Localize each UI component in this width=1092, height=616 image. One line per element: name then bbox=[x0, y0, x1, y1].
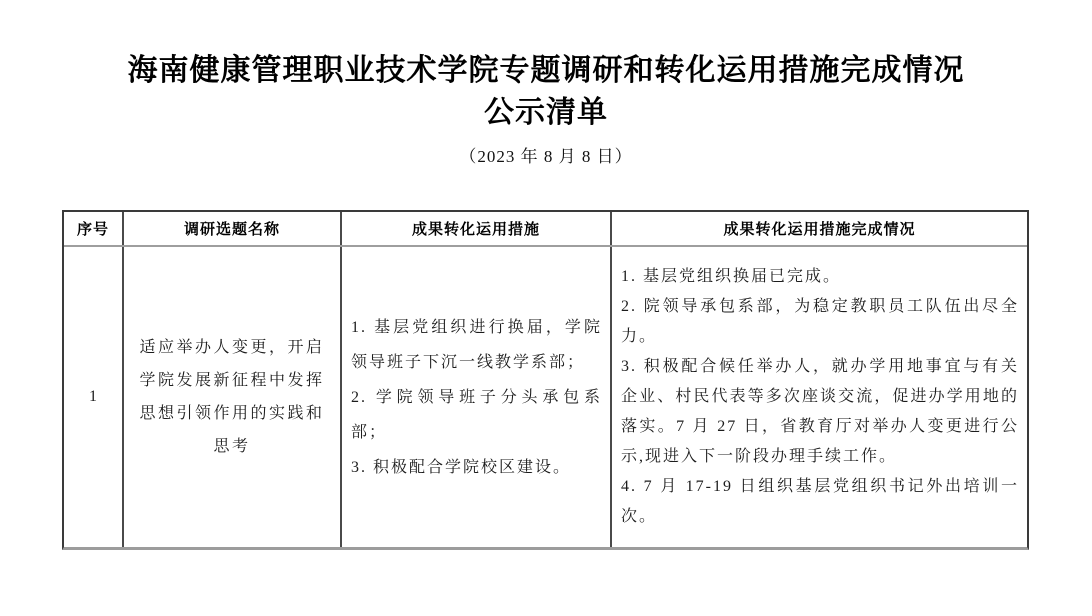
list-item: 2. 学院领导班子分头承包系部； bbox=[351, 388, 602, 441]
cell-status bbox=[612, 247, 1027, 547]
list-item: 3. 积极配合学院校区建设。 bbox=[351, 458, 572, 476]
document-title-line2: 公示清单 bbox=[484, 96, 608, 129]
table-row bbox=[64, 247, 1027, 547]
row-topic-text: 适应举办人变更，开启学院发展新征程中发挥思想引领作用的实践和思考 bbox=[139, 339, 325, 455]
list-item: 3. 积极配合候任举办人，就办学用地事宜与有关企业、村民代表等多次座谈交流，促进办学用地的落实。7 月 27 日，省教育厅对举办人变更进行公示,现进入下一阶段办理手续工作。 bbox=[621, 358, 1019, 465]
cell-measures bbox=[342, 247, 612, 547]
list-item: 4. 7 月 17-19 日组织基层党组织书记外出培训一次。 bbox=[621, 478, 1019, 525]
list-item: 1. 基层党组织进行换届，学院领导班子下沉一线教学系部； bbox=[351, 318, 602, 371]
row-index-value: 1 bbox=[89, 388, 97, 405]
row-status-list bbox=[612, 262, 1027, 532]
document-title-line1: 海南健康管理职业技术学院专题调研和转化运用措施完成情况 bbox=[127, 54, 965, 87]
list-item: 2. 院领导承包系部，为稳定教职员工队伍出尽全力。 bbox=[621, 298, 1019, 345]
cell-index bbox=[64, 247, 124, 547]
header-cell-index: 序号 bbox=[64, 212, 124, 245]
table-header-row bbox=[64, 212, 1027, 247]
row-measures-list bbox=[342, 310, 610, 485]
title-block bbox=[0, 0, 1092, 167]
header-cell-status: 成果转化运用措施完成情况 bbox=[723, 222, 916, 238]
header-cell-measures: 成果转化运用措施 bbox=[342, 212, 612, 245]
cell-topic bbox=[124, 247, 342, 547]
document-date: （2023 年 8 月 8 日） bbox=[459, 147, 633, 166]
results-table bbox=[62, 210, 1029, 550]
header-cell-topic: 调研选题名称 bbox=[124, 212, 342, 245]
list-item: 1. 基层党组织换届已完成。 bbox=[621, 268, 842, 285]
